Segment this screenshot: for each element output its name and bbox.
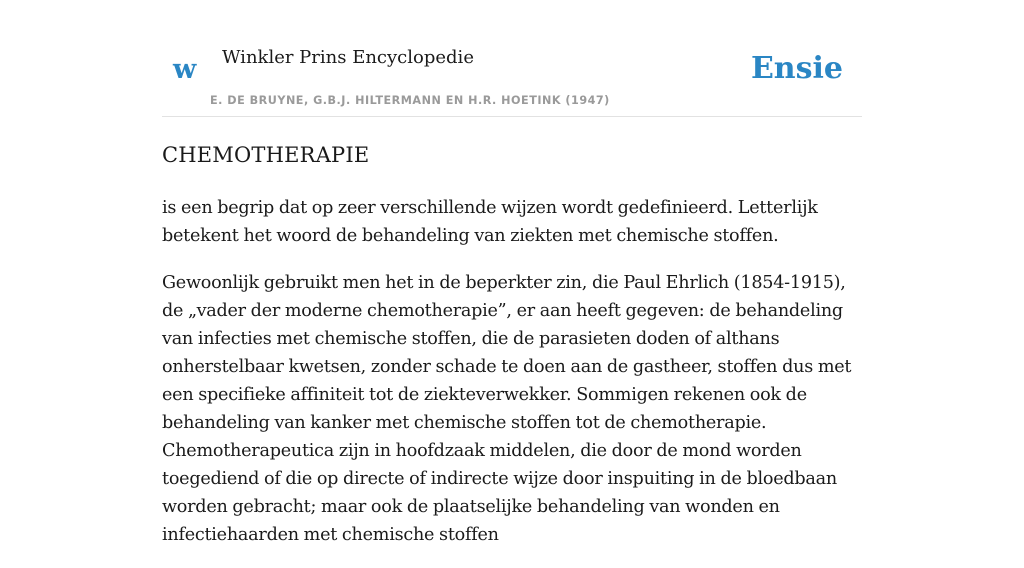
site-header [162,0,862,117]
ensie-logo[interactable]: Ensie [750,51,843,86]
article-paragraph: is een begrip dat op zeer verschillende wijzen wordt gedefinieerd. Letterlijk betekent het woord de behandeling van ziekten met chemische stoffen. [162,198,818,246]
book-title[interactable]: Winkler Prins Encyclopedie [222,47,474,68]
article-paragraph: Gewoonlijk gebruikt men het in de beperkter zin, die Paul Ehrlich (1854-1915), de „vader der moderne chemotherapie”, er aan heeft gegeven: de behandeling van infecties met chemische stoffen, die de parasieten doden of althans onherstelbaar kwetsen, zonder schade te doen aan de gastheer, stoffen dus met een specifieke affiniteit tot de ziekteverwekker. Sommigen rekenen ook de behandeling van kanker met chemische stoffen tot de chemotherapie. Chemotherapeutica zijn in hoofdzaak middelen, die door de mond worden toegediend of die op directe of indirecte wijze door inspuiting in de bloedbaan worden gebracht; maar ook de plaatselijke behandeling van wonden en infectiehaarden met chemische stoffen [162,273,852,545]
article-title: CHEMOTHERAPIE [162,143,370,167]
book-authors: E. DE BRUYNE, G.B.J. HILTERMANN EN H.R. HOETINK (1947) [210,94,610,107]
article [162,138,862,568]
book-logo-icon[interactable]: w [173,54,197,85]
